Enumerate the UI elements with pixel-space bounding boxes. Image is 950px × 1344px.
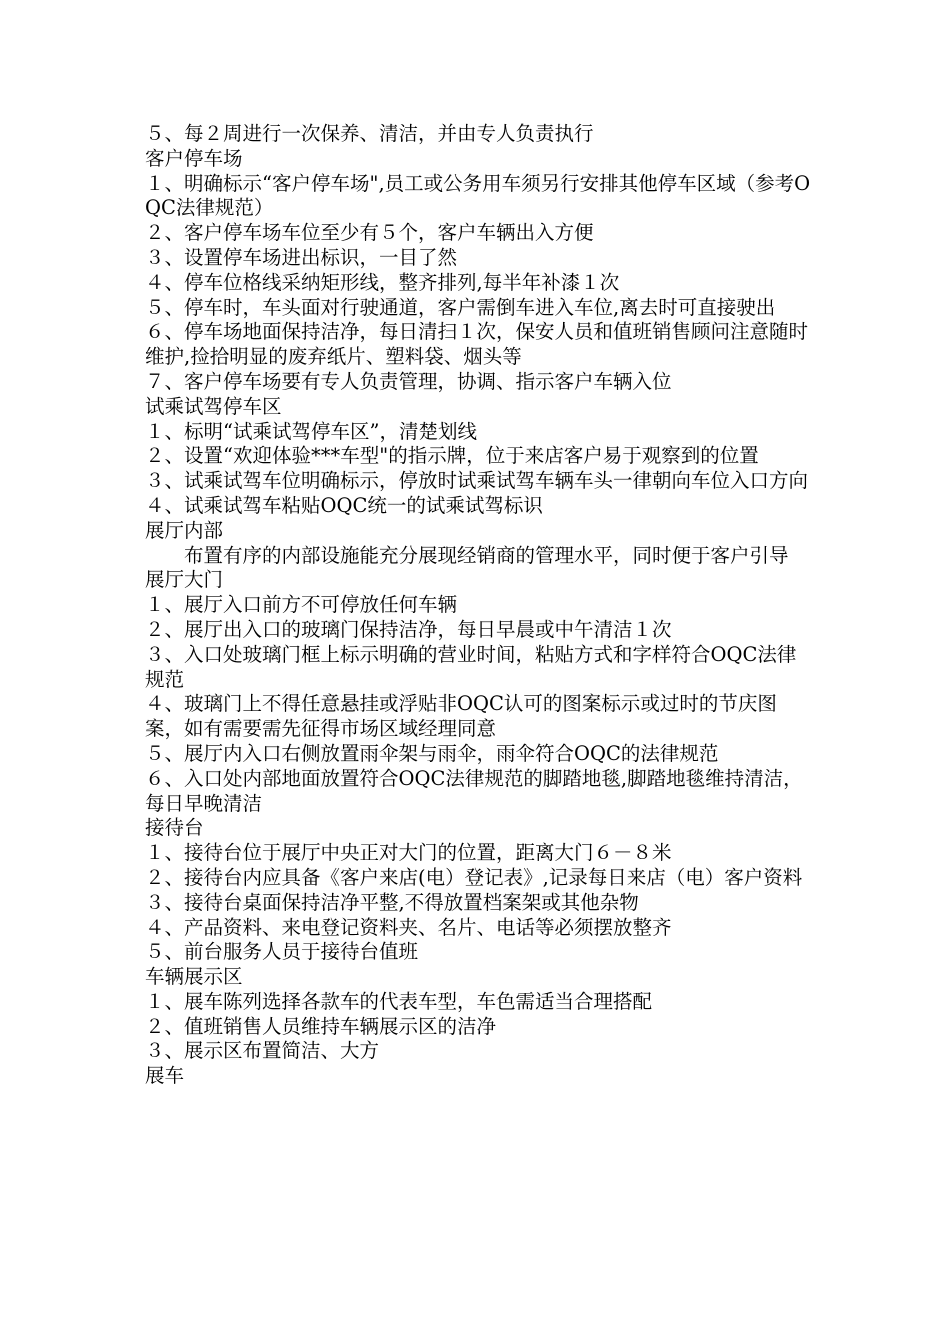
section-heading: 接待台 [145,816,204,840]
list-item: ３、入口处玻璃门框上标示明确的营业时间，粘贴方式和字样符合OQC法律规范 [145,642,797,691]
list-item: ２、值班销售人员维持车辆展示区的洁净 [145,1014,497,1038]
list-item: ３、接待台桌面保持洁净平整,不得放置档案架或其他杂物 [145,890,639,914]
list-item: ２、设置“欢迎体验***车型"的指示牌，位于来店客户易于观察到的位置 [145,444,759,468]
list-item: ４、试乘试驾车粘贴OQC统一的试乘试驾标识 [145,493,543,517]
section-heading: 客户停车场 [145,146,243,170]
list-item: ３、试乘试驾车位明确标示，停放时试乘试驾车辆车头一律朝向车位入口方向 [145,469,809,493]
document-body [145,122,815,1089]
list-item: １、接待台位于展厅中央正对大门的位置，距离大门６－８米 [145,841,672,865]
list-item: １、明确标示“客户停车场",员工或公务用车须另行安排其他停车区域（参考OQC法律规范） [145,171,811,220]
list-item: ５、前台服务人员于接待台值班 [145,940,419,964]
list-item: １、展厅入口前方不可停放任何车辆 [145,593,458,617]
list-item: ６、停车场地面保持洁净，每日清扫１次，保安人员和值班销售顾问注意随时维护,捡拾明显的废弃纸片、塑料袋、烟头等 [145,320,809,369]
list-item: ７、客户停车场要有专人负责管理，协调、指示客户车辆入位 [145,369,672,393]
section-heading: 试乘试驾停车区 [145,394,282,418]
list-item: ５、每２周进行一次保养、清洁，并由专人负责执行 [145,122,594,145]
list-item: ５、停车时，车头面对行驶通道，客户需倒车进入车位,离去时可直接驶出 [145,295,776,319]
list-item: ５、展厅内入口右侧放置雨伞架与雨伞，雨伞符合OQC的法律规范 [145,741,719,765]
list-item: １、标明“试乘试驾停车区”，清楚划线 [145,419,477,443]
list-item: ４、产品资料、来电登记资料夹、名片、电话等必须摆放整齐 [145,915,672,939]
list-item: ３、展示区布置简洁、大方 [145,1039,380,1063]
paragraph: 布置有序的内部设施能充分展现经销商的管理水平，同时便于客户引导 [184,543,789,567]
section-heading: 展厅大门 [145,568,224,592]
list-item: １、展车陈列选择各款车的代表车型，车色需适当合理搭配 [145,989,653,1013]
list-item: ３、设置停车场进出标识，一目了然 [145,245,458,269]
list-item: ２、展厅出入口的玻璃门保持洁净，每日早晨或中午清洁１次 [145,617,672,641]
section-heading: 车辆展示区 [145,965,243,989]
section-heading: 展车 [145,1064,185,1088]
list-item: ４、停车位格线采纳矩形线，整齐排列,每半年补漆１次 [145,270,620,294]
section-heading: 展厅内部 [145,518,224,542]
list-item: ４、玻璃门上不得任意悬挂或浮贴非OQC认可的图案标示或过时的节庆图案，如有需要需先征得市场区域经理同意 [145,692,777,741]
list-item: ６、入口处内部地面放置符合OQC法律规范的脚踏地毯,脚踏地毯维持清洁，每日早晚清洁 [145,766,803,815]
list-item: ２、接待台内应具备《客户来店(电）登记表》,记录每日来店（电）客户资料 [145,865,803,889]
list-item: ２、客户停车场车位至少有５个，客户车辆出入方便 [145,221,594,245]
